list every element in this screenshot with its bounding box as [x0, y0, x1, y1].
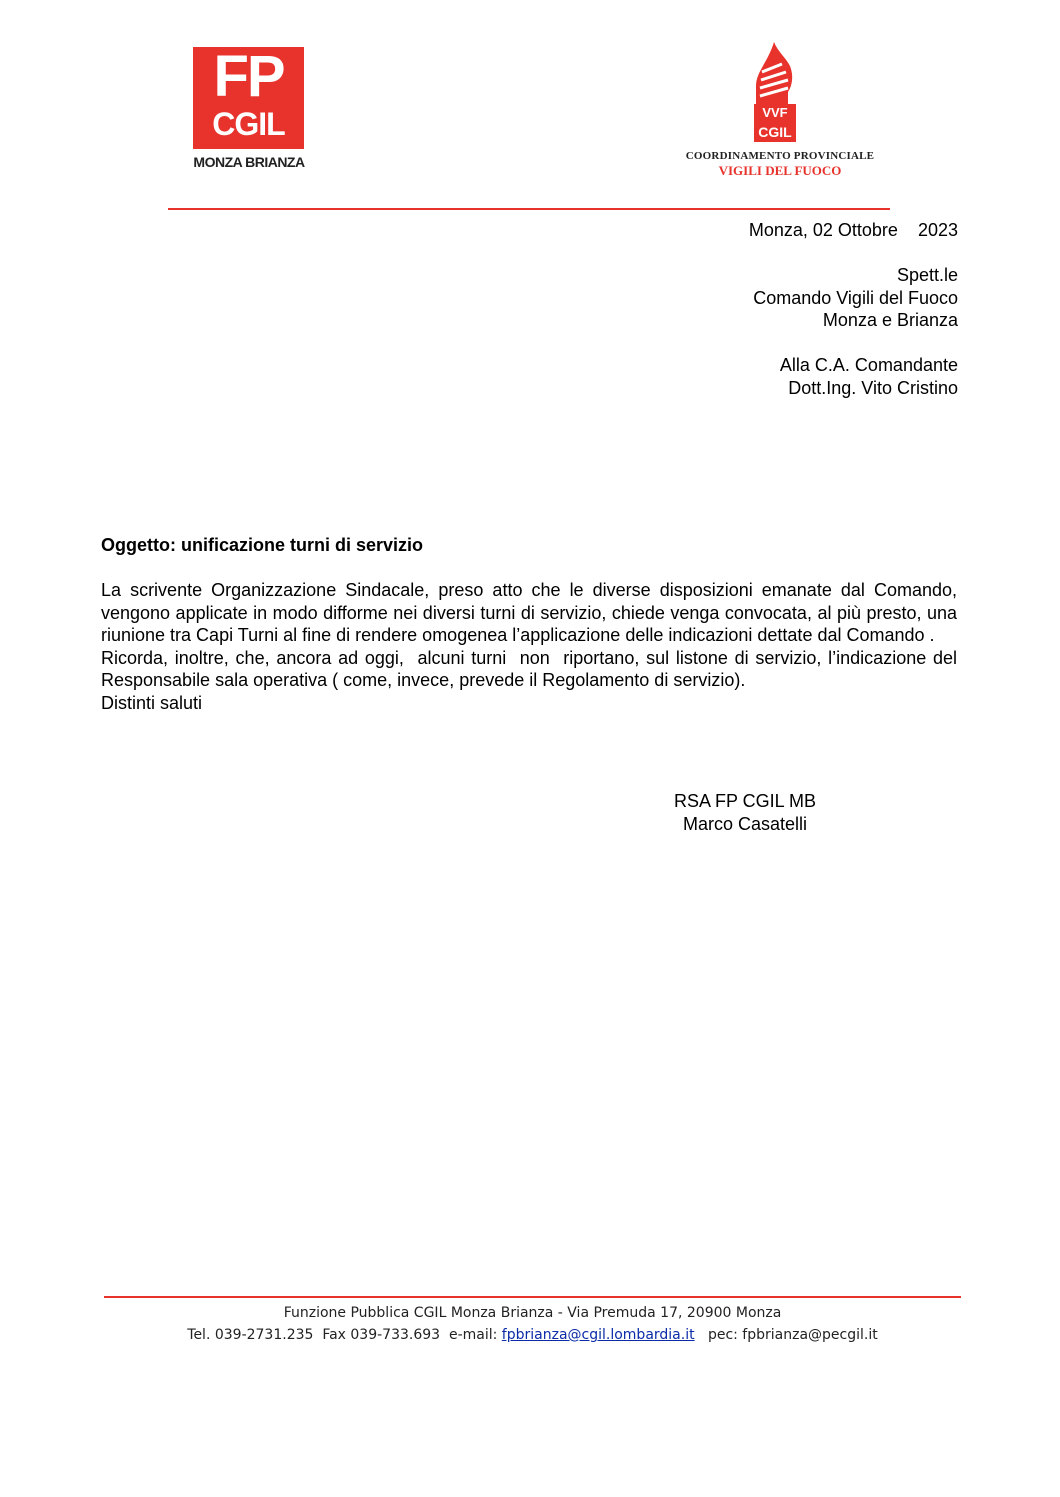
recipient-block [753, 264, 958, 332]
signature-org: RSA FP CGIL MB [673, 791, 817, 811]
badge-text: VVF [762, 105, 788, 120]
attention-line: Dott.Ing. Vito Cristino [788, 377, 958, 398]
subject-line: Oggetto: unificazione turni di servizio [101, 535, 424, 555]
badge-sub: CGIL [758, 124, 792, 140]
signature-name: Marco Casatelli [682, 813, 808, 834]
fp-cgil-logo [193, 44, 304, 149]
attention-block [780, 354, 958, 399]
vigili-label: VIGILI DEL FUOCO [718, 163, 842, 178]
flame-icon [752, 42, 798, 146]
footer-pec: pec: fpbrianza@pecgil.it [694, 1327, 878, 1343]
footer-tel-fax: Tel. 039-2731.235 Fax 039-733.693 e-mail: [187, 1327, 502, 1343]
recipient-line: Comando Vigili del Fuoco [753, 287, 958, 308]
logo-caption: MONZA BRIANZA [193, 154, 305, 170]
attention-line: Alla C.A. Comandante [779, 355, 958, 375]
recipient-line: Monza e Brianza [822, 310, 958, 330]
body-paragraph: La scrivente Organizzazione Sindacale, preso atto che le diverse disposizioni emanate dal Comando, vengono applicate in modo difforme nei diversi turni di servizio, chiede venga convocata, al più presto, una riunione tra Capi Turni al fine di rendere omogenea l’applicazione delle indicazioni dettate dal Comando . [101, 580, 957, 645]
signature-block [640, 790, 850, 835]
closing: Distinti saluti [101, 692, 203, 713]
footer-divider [104, 1296, 961, 1298]
date-line: Monza, 02 Ottobre 2023 [748, 220, 958, 240]
header-divider [168, 208, 890, 210]
logo-fp-text: FP [213, 44, 284, 109]
recipient-line: Spett.le [896, 265, 958, 285]
logo-cgil-text: CGIL [212, 106, 285, 142]
footer-contacts [104, 1327, 961, 1343]
body-paragraph: Ricorda, inoltre, che, ancora ad oggi, alcuni turni non riportano, sul listone di servizio, l’indicazione del Responsabile sala operativa ( come, invece, prevede il Regolamento di servizio). [101, 647, 963, 690]
footer-address: Funzione Pubblica CGIL Monza Brianza - Via Premuda 17, 20900 Monza [283, 1305, 782, 1321]
vvf-flame-logo [752, 42, 798, 146]
email-link[interactable]: fpbrianza@cgil.lombardia.it [501, 1327, 695, 1343]
letter-body [101, 579, 963, 714]
coordinamento-label: COORDINAMENTO PROVINCIALE [685, 150, 875, 162]
